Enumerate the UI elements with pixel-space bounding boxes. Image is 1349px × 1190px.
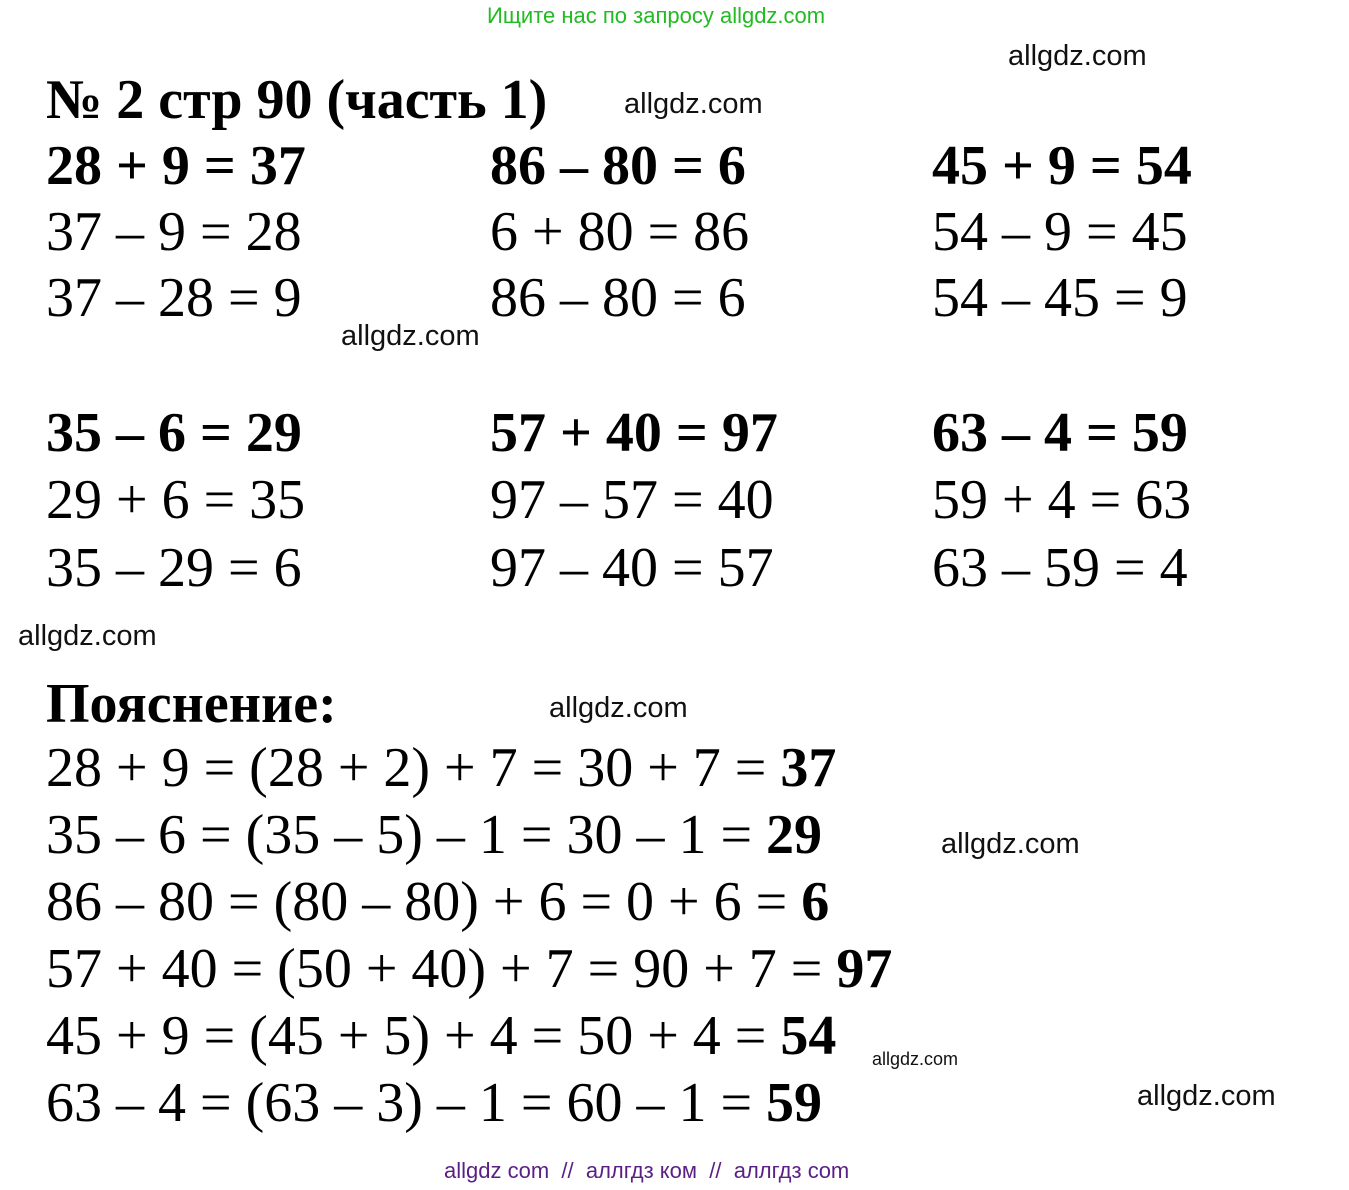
equation-check: 37 – 9 = 28 [46,201,302,263]
explanation-expression: 86 – 80 = (80 – 80) + 6 = 0 + 6 = [46,871,802,933]
explanation-expression: 28 + 9 = (28 + 2) + 7 = 30 + 7 = [46,737,781,799]
explanation-expression: 35 – 6 = (35 – 5) – 1 = 30 – 1 = [46,804,767,866]
watermark: allgdz.com [941,828,1080,860]
equation-check: 35 – 29 = 6 [46,537,302,599]
equation-check: 97 – 40 = 57 [490,537,774,599]
explanation-line [46,804,823,866]
equation-main: 86 – 80 = 6 [490,135,746,197]
watermark: allgdz.com [341,320,480,352]
explanation-line [46,1005,837,1067]
watermark: allgdz.com [872,1049,959,1069]
equation-check: 59 + 4 = 63 [932,469,1192,531]
equation-check: 63 – 59 = 4 [932,537,1188,599]
explanation-line [46,1072,823,1134]
watermark: allgdz.com [624,88,763,120]
explanation-heading: Пояснение: [46,673,337,735]
watermark: allgdz.com [1008,40,1147,72]
explanation-line [46,938,893,1000]
explanation-answer: 59 [766,1072,823,1134]
equation-check: 86 – 80 = 6 [490,267,746,329]
page-title: № 2 стр 90 (часть 1) [46,69,548,131]
watermark: allgdz.com [549,692,688,724]
footer-text: allgdz com // аллгдз ком // аллгдз com [444,1158,850,1183]
explanation-answer: 6 [801,871,830,933]
watermark: allgdz.com [1137,1080,1276,1112]
explanation-answer: 37 [780,737,837,799]
equation-main: 35 – 6 = 29 [46,402,302,464]
equation-main: 57 + 40 = 97 [490,402,778,464]
explanation-expression: 45 + 9 = (45 + 5) + 4 = 50 + 4 = [46,1005,781,1067]
equation-main: 63 – 4 = 59 [932,402,1188,464]
equation-check: 54 – 9 = 45 [932,201,1188,263]
equation-check: 6 + 80 = 86 [490,201,750,263]
explanation-expression: 57 + 40 = (50 + 40) + 7 = 90 + 7 = [46,938,837,1000]
watermark: allgdz.com [18,620,157,652]
equation-check: 37 – 28 = 9 [46,267,302,329]
explanation-answer: 29 [766,804,823,866]
top-banner: Ищите нас по запросу allgdz.com [487,3,826,28]
explanation-expression: 63 – 4 = (63 – 3) – 1 = 60 – 1 = [46,1072,767,1134]
equation-check: 54 – 45 = 9 [932,267,1188,329]
explanation-answer: 54 [780,1005,837,1067]
equation-main: 45 + 9 = 54 [932,135,1192,197]
explanation-line [46,737,837,799]
explanation-line [46,871,830,933]
equation-main: 28 + 9 = 37 [46,135,306,197]
explanation-answer: 97 [836,938,893,1000]
equation-check: 29 + 6 = 35 [46,469,306,531]
equation-check: 97 – 57 = 40 [490,469,774,531]
